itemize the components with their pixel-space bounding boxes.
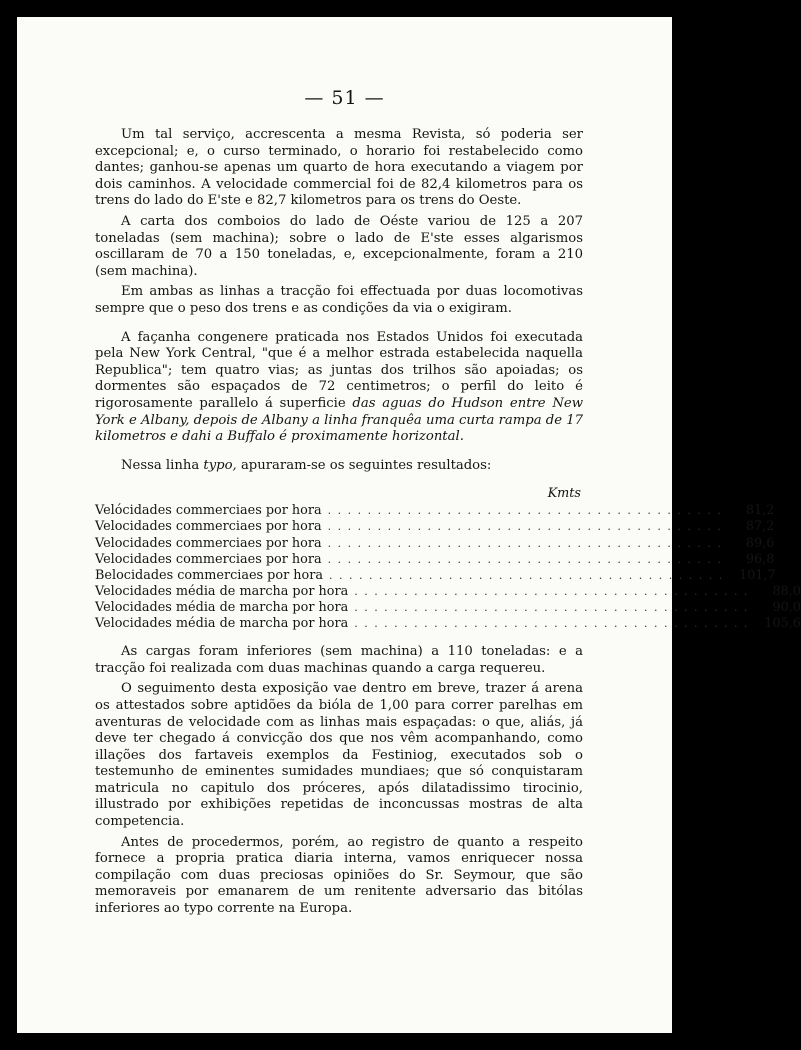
- row-value: 101,7: [739, 567, 776, 583]
- row-label: Velocidades média de marcha por hora: [95, 583, 349, 599]
- table-row: [95, 616, 801, 632]
- page-number: — 51 —: [304, 87, 385, 109]
- dot-leader: . . . . . . . . . . . . . . . . . . . . . . . . . . . . . . . . . . . . . . . .: [354, 617, 749, 631]
- paragraph-seymour: Antes de procedermos, porém, ao registro de quanto a respeito fornece a propria pratica diaria interna, vamos enriquecer nossa compilação com duas preciosas opiniões do Sr. Seymour, que são memoraveis por emanarem de um renitente adversario das bitólas inferiores ao typo corrente na Europa.: [95, 834, 583, 917]
- row-label: Belocidades commerciaes por hora: [95, 567, 323, 583]
- paragraph-table-intro: [95, 458, 583, 475]
- intro-before: Nessa linha: [121, 457, 204, 473]
- row-value: 81,2: [745, 503, 775, 519]
- table-row: [95, 519, 775, 535]
- dot-leader: . . . . . . . . . . . . . . . . . . . . . . . . . . . . . . . . . . . . . . . .: [327, 520, 723, 534]
- row-value: 105,6: [764, 616, 801, 632]
- dot-leader: . . . . . . . . . . . . . . . . . . . . . . . . . . . . . . . . . . . . . . . .: [327, 536, 723, 550]
- row-value: 87,2: [745, 519, 775, 535]
- page-body: [95, 127, 801, 922]
- dot-leader: . . . . . . . . . . . . . . . . . . . . . . . . . . . . . . . . . . . . . . . .: [327, 552, 723, 566]
- row-label: Velócidades commerciaes por hora: [95, 503, 322, 519]
- table-row: [95, 535, 775, 552]
- row-label: Velocidades média de marcha por hora: [95, 616, 349, 632]
- paragraph-cargo: As cargas foram inferiores (sem machina) a 110 toneladas: e a tracção foi realizada com duas machinas quando a carga requereu.: [95, 644, 583, 676]
- intro-italic: typo,: [203, 457, 237, 473]
- row-value: 90,0: [772, 599, 801, 615]
- intro-after: apuraram-se os seguintes resultados:: [236, 457, 492, 473]
- row-value: 89,6: [745, 535, 775, 551]
- table-row: [95, 599, 801, 616]
- row-value: 88,0: [772, 583, 801, 599]
- table-row: [95, 551, 775, 568]
- dot-leader: . . . . . . . . . . . . . . . . . . . . . . . . . . . . . . . . . . . . . . . .: [354, 600, 749, 614]
- row-value: 96,8: [745, 551, 775, 567]
- paragraph-new-york-central: [95, 330, 583, 446]
- paragraph-service: Um tal serviço, accrescenta a mesma Revista, só poderia ser excepcional; e, o curso terminado, o horario foi restabelecido como dantes; ganhou-se apenas um quarto de hora executando a viagem por dois caminhos. A velocidade commercial foi de 82,4 kilometros para os trens do lado do E'ste e 82,7 kilometros para os trens do Oeste.: [95, 127, 583, 209]
- row-label: Velocidades média de marcha por hora: [95, 599, 349, 615]
- row-label: Velocidades commerciaes por hora: [95, 519, 322, 535]
- book-page: [17, 17, 801, 1033]
- table-row: [95, 583, 801, 600]
- dot-leader: . . . . . . . . . . . . . . . . . . . . . . . . . . . . . . . . . . . . . . . .: [328, 568, 724, 582]
- table-unit: Kmts: [547, 486, 581, 502]
- ny-text: A façanha congenere praticada nos Estados Unidos foi executada pela New York Central, "que é a melhor estrada estabelecida naquella Republica"; tem quatro vias; as juntas dos trilhos são apoiadas; os dormentes são espaçados de 72 centimetros; o perfil do leito é rigorosamente parallelo á superficie: [95, 329, 583, 411]
- table-row: [95, 503, 775, 519]
- ny-text-italic: das aguas do Hudson entre New York e Albany, depois de Albany a linha franquêa uma curta rampa de 17 kilometros e dahi a Buffalo é proximamente horizontal.: [95, 395, 583, 445]
- paragraph-exposition: O seguimento desta exposição vae dentro em breve, trazer á arena os attestados sobre aptidões da bióla de 1,00 para correr parelhas em aventuras de velocidade com as linhas mais espaçadas: o que, aliás, já deve ter chegado á convicção dos que nos vêm acompanhando, como illações dos fartaveis exemplos da Festiniog, executados sob o testemunho de eminentes sumidades mundiaes; que só conquistaram matricula no capitulo dos próceres, após dilatadissimo tirocinio, illustrado por exhibições repetidas de inconcussas mostras de alta competencia.: [95, 681, 583, 830]
- dot-leader: . . . . . . . . . . . . . . . . . . . . . . . . . . . . . . . . . . . . . . . .: [354, 584, 749, 598]
- speed-table: [95, 486, 801, 632]
- row-label: Velocidades commerciaes por hora: [95, 535, 322, 551]
- row-label: Velocidades commerciaes por hora: [95, 551, 322, 567]
- dot-leader: . . . . . . . . . . . . . . . . . . . . . . . . . . . . . . . . . . . . . . . .: [327, 504, 723, 518]
- table-row: [95, 567, 776, 584]
- paragraph-locomotives: Em ambas as linhas a tracção foi effectuada por duas locomotivas sempre que o peso dos trens e as condições da via o exigiram.: [95, 284, 583, 316]
- paragraph-west-load: A carta dos comboios do lado de Oéste variou de 125 a 207 toneladas (sem machina); sobre o lado de E'ste esses algarismos oscillaram de 70 a 150 toneladas, e, excepcionalmente, foram a 210 (sem machina).: [95, 213, 583, 279]
